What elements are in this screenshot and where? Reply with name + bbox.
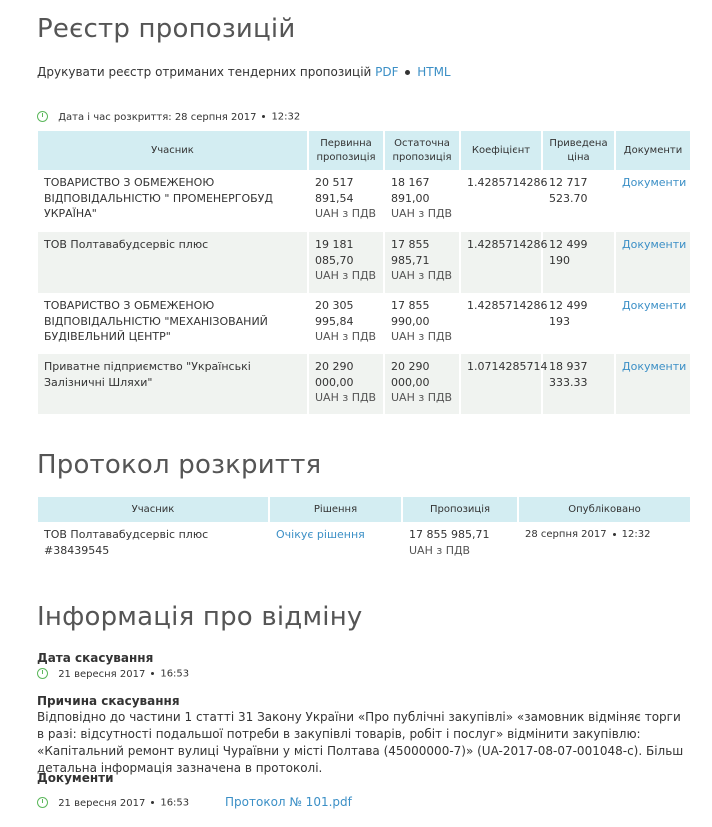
initial-offer: 20 290 000,00 UAH з ПДВ (308, 354, 384, 414)
protocol-title: Протокол розкриття (37, 450, 322, 480)
table-row (38, 232, 690, 293)
reduced-price: 12 499 190 (542, 232, 615, 293)
offer-value: 17 855 985,71 UAH з ПДВ (402, 522, 518, 567)
table-row (38, 522, 690, 567)
clock-icon (37, 111, 48, 122)
col-initial-offer: Первинна пропозиція (308, 131, 384, 170)
col-published: Опубліковано (518, 497, 690, 522)
separator-dot-icon (405, 70, 410, 75)
cancellation-date-label: Дата скасування (37, 651, 154, 665)
table-row (38, 293, 690, 354)
published-datetime: 28 серпня 2017 12:32 (525, 529, 651, 540)
clock-icon (37, 797, 48, 808)
cancellation-date: 21 вересня 2017 (58, 668, 146, 680)
participant-name: ТОВАРИСТВО З ОБМЕЖЕНОЮ ВІДПОВІДАЛЬНІСТЮ "МЕХАНІЗОВАНИЙ БУДІВЕЛЬНИЙ ЦЕНТР" (38, 293, 308, 354)
coefficient: 1.4285714286 (460, 293, 542, 354)
documents-link[interactable]: Документи (622, 238, 687, 251)
print-registry-text: Друкувати реєстр отриманих тендерних пропозицій (37, 65, 372, 79)
separator-dot-icon (151, 672, 154, 675)
reduced-price: 18 937 333.33 (542, 354, 615, 414)
coefficient: 1.4285714286 (460, 232, 542, 293)
reduced-price: 12 717 523.70 (542, 170, 615, 232)
document-time: 16:53 (160, 797, 190, 809)
registry-title: Реєстр пропозицій (37, 14, 296, 44)
separator-dot-icon (262, 115, 265, 118)
opening-time: 12:32 (271, 111, 301, 123)
cancellation-title: Інформація про відміну (37, 602, 363, 632)
participant-name: ТОВ Полтавабудсервіс плюс #38439545 (38, 522, 269, 567)
participant-name: Приватне підприємство "Українські Залізничні Шляхи" (38, 354, 308, 414)
opening-datetime (37, 111, 300, 123)
final-offer: 17 855 985,71 UAH з ПДВ (384, 232, 460, 293)
document-date: 21 вересня 2017 (58, 797, 146, 809)
cancellation-reason-text: Відповідно до частини 1 статті 31 Закону України «Про публічні закупівлі» «замовник відміняє торги в разі: відсутності подальшої потреби в закупівлі товарів, робіт і послуг» відмінити закупівлю: «Капітальний ремонт вулиці Чураївни у місті Полтава (45000000-7)» (UA-2017-08-07-001048-c). Більш детальна інформація зазначена в протоколі. (37, 710, 684, 775)
separator-dot-icon (613, 533, 616, 536)
final-offer: 17 855 990,00 UAH з ПДВ (384, 293, 460, 354)
document-row (37, 797, 189, 809)
coefficient: 1.0714285714 (460, 354, 542, 414)
coefficient: 1.4285714286 (460, 170, 542, 232)
registry-table (38, 131, 690, 414)
col-decision: Рішення (269, 497, 402, 522)
col-offer: Пропозиція (402, 497, 518, 522)
initial-offer: 20 305 995,84 UAH з ПДВ (308, 293, 384, 354)
protocol-header-row (38, 497, 690, 522)
initial-offer: 19 181 085,70 UAH з ПДВ (308, 232, 384, 293)
initial-offer: 20 517 891,54 UAH з ПДВ (308, 170, 384, 232)
clock-icon (37, 668, 48, 679)
documents-link[interactable]: Документи (622, 360, 687, 373)
cancellation-time: 16:53 (160, 668, 190, 680)
reduced-price: 12 499 193 (542, 293, 615, 354)
print-registry-line (37, 65, 451, 79)
col-documents: Документи (615, 131, 690, 170)
participant-name: ТОВ Полтавабудсервіс плюс (38, 232, 308, 293)
documents-link[interactable]: Документи (622, 299, 687, 312)
documents-link[interactable]: Документи (622, 176, 687, 189)
registry-header-row (38, 131, 690, 170)
col-reduced-price: Приведена ціна (542, 131, 615, 170)
col-final-offer: Остаточна пропозиція (384, 131, 460, 170)
cancellation-reason-label: Причина скасування (37, 694, 180, 708)
table-row (38, 170, 690, 232)
col-participant: Учасник (38, 131, 308, 170)
protocol-pdf-link[interactable]: Протокол № 101.pdf (225, 795, 352, 809)
final-offer: 18 167 891,00 UAH з ПДВ (384, 170, 460, 232)
col-participant: Учасник (38, 497, 269, 522)
protocol-table (38, 497, 690, 567)
cancellation-docs-label: Документи (37, 771, 114, 785)
cancellation-datetime (37, 668, 189, 680)
print-html-link[interactable]: HTML (417, 65, 451, 79)
print-pdf-link[interactable]: PDF (375, 65, 399, 79)
separator-dot-icon (151, 801, 154, 804)
table-row (38, 354, 690, 414)
participant-name: ТОВАРИСТВО З ОБМЕЖЕНОЮ ВІДПОВІДАЛЬНІСТЮ " ПРОМЕНЕРГОБУД УКРАЇНА" (38, 170, 308, 232)
col-coefficient: Коефіцієнт (460, 131, 542, 170)
final-offer: 20 290 000,00 UAH з ПДВ (384, 354, 460, 414)
decision-link[interactable]: Очікує рішення (276, 528, 365, 541)
opening-date: Дата і час розкриття: 28 серпня 2017 (58, 111, 257, 123)
